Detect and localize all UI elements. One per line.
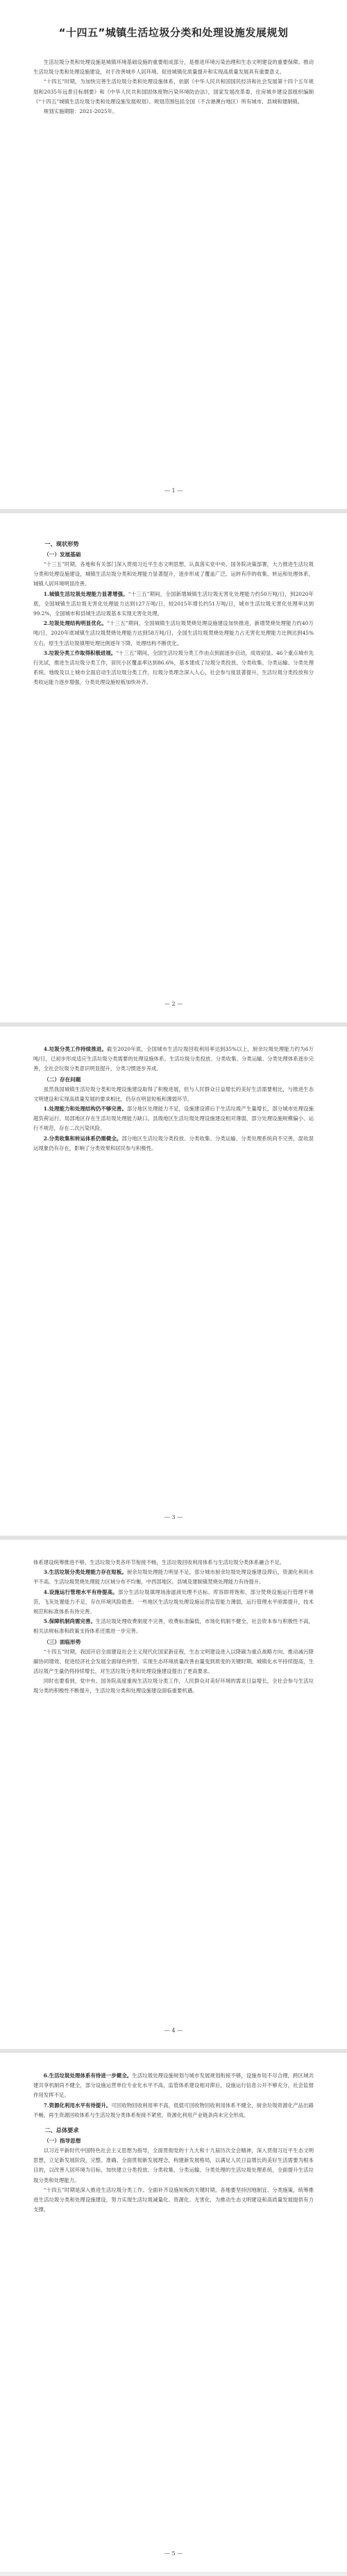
- body-paragraph: “十三五”时期，各地和有关部门深入贯彻习近平生态文明思想，认真落实党中央、国务院决策部署，大力推进生活垃圾分类和处理设施建设，城镇生活垃圾分类和处理能力显著提升，逐步形成了覆盖广泛、运转有序的收集、转运和处理体系，城镇人居环境明显改善。: [33, 561, 314, 587]
- page-number: — 1 —: [164, 488, 183, 494]
- paragraph-text: 可回收物回收利用率不高，低值可回收物回收利用体系不健全，厨余垃圾资源化产品出路不畅，再生资源回收体系与生活垃圾分类体系衔接不紧密，资源化利用产业链条尚未完全形成。: [33, 2102, 314, 2118]
- paragraph-text: 厨余垃圾处理能力明显不足，部分城市厨余垃圾处理设施建设滞后，资源化利用水平不高。生活垃圾焚烧处理能力区域分布不均衡，中西部地区、县城及建制镇焚烧处理能力有待提升。: [33, 1569, 314, 1586]
- subsection-heading: （三）面临形势: [44, 1638, 81, 1645]
- paragraph-lead: 6.生活垃圾处理体系有待进一步健全。: [43, 2072, 133, 2079]
- document-page-2: [0, 513, 347, 1027]
- paragraph-lead: 4.设施运行管理水平有待提高。: [43, 1588, 118, 1595]
- paragraph-text: 部分地区处理能力不足，设施建设滞后于生活垃圾产生量增长，部分城市处理设施超负荷运行，局部地区存在生活垃圾处理能力缺口。县级地区生活垃圾处理设施建设相对薄弱，部分处理设施规模偏小、运行不规范，存在二次污染风险。: [33, 1106, 314, 1132]
- paragraph-text: 部分生活垃圾填埋场渗滤液处理不达标、库容即将饱和，部分焚烧设施运行管理不规范，飞灰处置能力不足，存在环境风险隐患；一些地区生活垃圾处理设施运营监管能力薄弱，运行管理水平亟需提升，技术规范和标准体系有待完善。: [33, 1588, 314, 1615]
- page-number: — 4 —: [164, 2027, 183, 2034]
- paragraph-lead: 3.垃圾分类工作取得积极进展。: [43, 649, 117, 656]
- paragraph-lead: 1.处理能力和处理结构仍不够完善。: [43, 1106, 127, 1113]
- subsection-heading: （二）存在问题: [44, 1076, 81, 1083]
- body-paragraph: [33, 2071, 314, 2101]
- paragraph-lead: 2.分类收集和转运体系仍需健全。: [43, 1135, 122, 1142]
- document-page-5: [0, 2053, 347, 2572]
- page-number: — 3 —: [164, 1514, 183, 1520]
- paragraph-text: “十三五”期间，全国新增城镇生活垃圾无害化处理能力约50万吨/日，到2020年底，全国城镇生活垃圾无害化处理能力达到127万吨/日，较2015年增长约51万吨/日，城市生活垃圾无害化处理率达到99.2%，全国城市和县城生活垃圾基本实现无害化处理。: [33, 590, 314, 617]
- intro-paragraph: “十四五”时期，为加快完善生活垃圾分类和处理设施体系，依据《中华人民共和国国民经济和社会发展第十四个五年规划和2035年远景目标纲要》和《中华人民共和国固体废物污染环境防治法》，国家发展改革委、住房城乡建设部组织编制《“十四五”城镇生活垃圾分类和处理设施发展规划》。规划范围包括全国（不含港澳台地区）所有城市、县城和建制镇。: [33, 78, 314, 105]
- body-paragraph: [33, 590, 314, 619]
- body-paragraph: [33, 619, 314, 649]
- section-heading: 一、现状形势: [44, 540, 79, 547]
- paragraph-text: 部分地区生活垃圾分类投放、分类收集、分类运输、分类处理系统尚不完善，混收混运现象仍有存在，影响了分类效果和居民参与积极性。: [33, 1135, 314, 1151]
- paragraph-text: 截至2020年底，全国城市生活垃圾回收利用率达到35%以上，厨余垃圾处理能力约为6万吨/日，已初步形成适应生活垃圾分类需要的处理设施体系。生活垃圾分类投放、分类收集、分类运输、分类处理体系逐步完善，全社会垃圾分类意识明显提升，分类习惯逐步养成。: [33, 1046, 314, 1072]
- body-paragraph: [33, 1568, 314, 1587]
- document-page-4: [0, 1540, 347, 2053]
- paragraph-lead: 2.垃圾处理结构明显优化。: [43, 620, 108, 627]
- paragraph-lead: 5.保障机制尚需完善。: [43, 1618, 96, 1625]
- paragraph-lead: 3.生活垃圾分类处理能力存在短板。: [43, 1569, 127, 1576]
- intro-paragraph: 规划实施期限：2021-2025年。: [43, 108, 118, 115]
- body-paragraph: “十四五”时期，我国开启全面建设社会主义现代化国家新征程，生态文明建设进入以降碳为重点战略方向、推动减污降碳协同增效、促进经济社会发展全面绿色转型、实现生态环境质量改善由量变到质变的关键时期。城镇化水平持续提高，生活垃圾产生量仍将持续增长，对生活垃圾分类和处理设施建设提出了更高要求。: [33, 1648, 314, 1675]
- body-paragraph: [33, 1104, 314, 1134]
- paragraph-lead: 7.资源化利用水平有待提升。: [43, 2102, 112, 2109]
- body-paragraph: [33, 1588, 314, 1617]
- page-number: — 2 —: [164, 1001, 183, 1007]
- body-paragraph: [33, 2101, 314, 2120]
- paragraph-text: 生活垃圾处理收费制度不完善，收费标准偏低，市场化机制不健全，社会资本参与积极性不高，相关法规标准和政策支持体系还需进一步完善。: [33, 1618, 314, 1635]
- document-page-1: [0, 0, 347, 513]
- body-paragraph: [33, 1045, 314, 1074]
- body-paragraph: [33, 1617, 314, 1636]
- body-paragraph: “十四五”时期是深入推进生活垃圾分类工作、全面补齐设施短板的关键时期，各地要坚持因地制宜、分类施策，统筹推进生活垃圾分类和处理设施建设，努力实现生活垃圾减量化、资源化、无害化，为推动生态文明建设和高质量发展提供有力支撑。: [33, 2186, 314, 2213]
- subsection-heading: （一）发展基础: [44, 551, 81, 558]
- section-heading: 二、总体要求: [44, 2127, 79, 2134]
- body-paragraph: 体系建设统筹推进不够，生活垃圾分类各环节衔接不畅，生活垃圾回收利用体系与生活垃圾分类体系融合不足。: [33, 1559, 285, 1565]
- paragraph-lead: 1.城镇生活垃圾处理能力显著增强。: [43, 590, 128, 597]
- body-paragraph: [33, 649, 314, 688]
- page-number: — 5 —: [164, 2550, 183, 2557]
- body-paragraph: 虽然我国城镇生活垃圾分类和处理设施建设取得了积极进展，但与人民群众日益增长的美好生活需要相比，与推进生态文明建设和实现高质量发展的要求相比，仍存在明显短板和薄弱环节。: [33, 1085, 314, 1102]
- body-paragraph: [33, 1134, 314, 1153]
- subsection-heading: （一）指导思想: [44, 2138, 81, 2145]
- paragraph-lead: 4.垃圾分类工作持续推进。: [43, 1046, 108, 1052]
- body-paragraph: 同时也要看到，党中央、国务院高度重视生活垃圾分类工作，人民群众对美好环境的需求日益增长，全社会参与生活垃圾分类的积极性不断提升，生活垃圾分类和处理设施建设面临重要机遇。: [33, 1678, 314, 1694]
- document-title: “十四五”城镇生活垃圾分类和处理设施发展规划: [58, 26, 289, 39]
- document-page-3: [0, 1027, 347, 1540]
- intro-paragraph: 生活垃圾分类和处理设施是城镇环境基础设施的重要组成部分，是推进环境污染治理和生态文明建设的重要保障。推动生活垃圾分类和处理设施建设，对于改善城乡人居环境、促进城镇化质量提升和实现高质量发展具有重要意义。: [33, 59, 314, 76]
- paragraph-text: 生活垃圾处理设施规划与城市发展规划衔接不够，设施布局不尽合理，跨区域共建共享机制尚不健全，部分设施运营单位专业化水平不高，监管体系建设相对滞后，设施运行信息公开不够充分，社会监督作用发挥不足。: [33, 2072, 314, 2099]
- paragraph-text: “十三五”期间，全国生活垃圾分类工作由点到面逐步启动，成效初显。46个重点城市先行先试，推进生活垃圾分类工作，居民小区覆盖率达到86.6%，基本建成了垃圾分类投放、分类收集、分类运输、分类处理系统。地级及以上城市全面启动生活垃圾分类工作，垃圾分类理念深入人心，社会参与度显著提升，生活垃圾分类投放和分类收运能力逐步增强，分类处理设施短板加快补齐。: [33, 649, 314, 686]
- paragraph-text: “十三五”期间，全国城镇生活垃圾焚烧处理设施建设加快推进，新增焚烧处理能力约40万吨/日，2020年底城镇生活垃圾焚烧处理能力达到58万吨/日，全国生活垃圾焚烧处理能力占无害化处理能力比例达到45%左右，原生生活垃圾填埋处理比例逐年下降，处理结构不断优化。: [33, 620, 314, 646]
- body-paragraph: 以习近平新时代中国特色社会主义思想为指导，全面贯彻党的十九大和十九届历次全会精神，深入贯彻习近平生态文明思想，立足新发展阶段，完整、准确、全面贯彻新发展理念，构建新发展格局，以满足人民日益增长的美好生活需要为根本目的，以改善人居环境为目标，加快建立分类投放、分类收集、分类运输、分类处理的生活垃圾处理系统，全面提升生活垃圾分类和处理能力。: [33, 2147, 314, 2183]
